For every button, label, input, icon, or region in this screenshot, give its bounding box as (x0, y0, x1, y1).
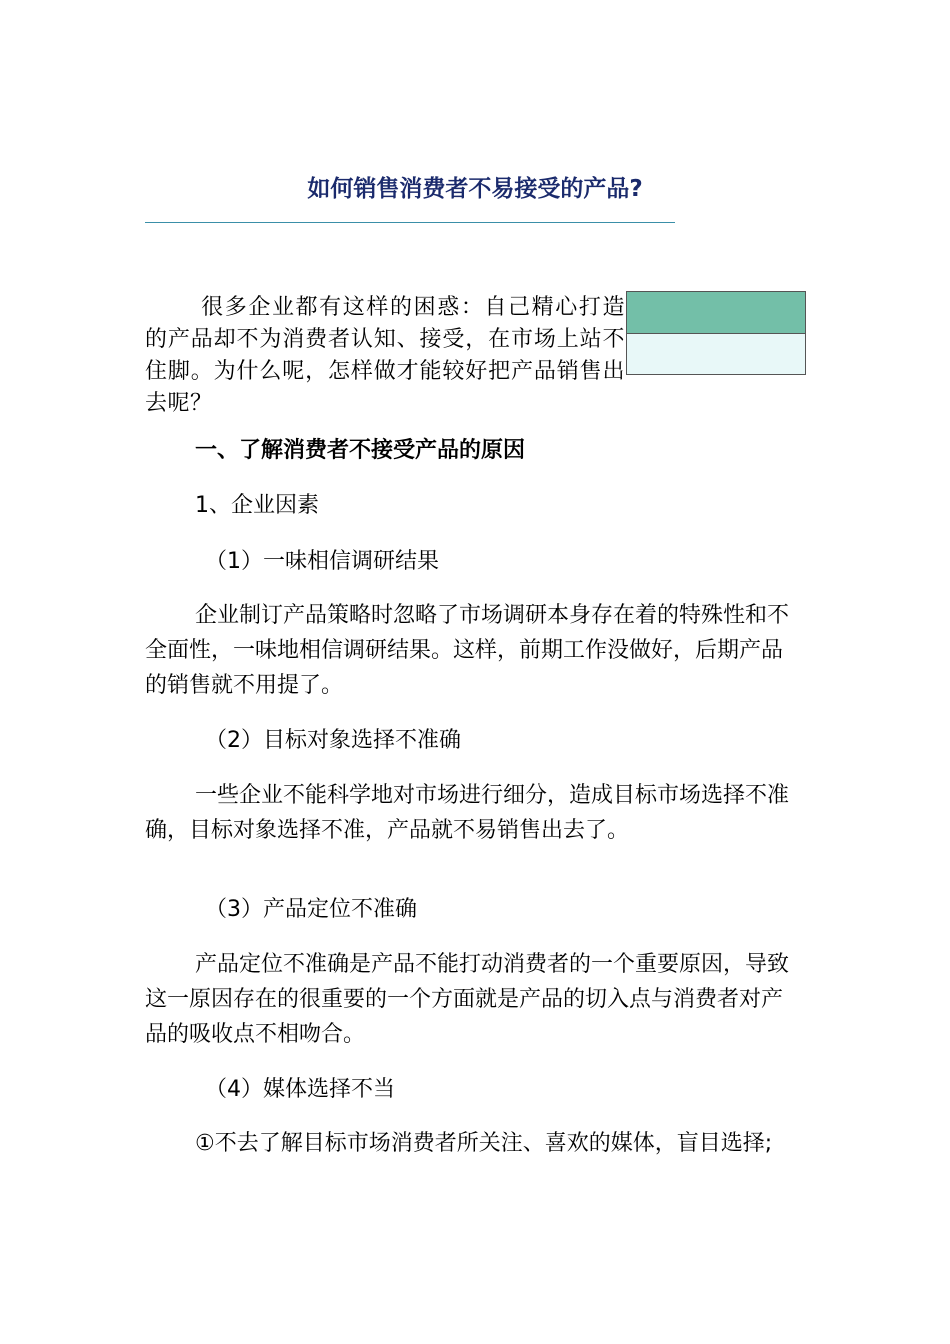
section-heading: 一、了解消费者不接受产品的原因 (195, 438, 526, 463)
item-heading-2: （2）目标对象选择不准确 (205, 728, 461, 753)
title-divider (145, 222, 675, 223)
decorative-box-top (627, 292, 805, 334)
item-heading-3: （3）产品定位不准确 (205, 897, 417, 922)
item-heading-4: （4）媒体选择不当 (205, 1077, 395, 1102)
item-paragraph-1: 企业制订产品策略时忽略了市场调研本身存在着的特殊性和不全面性，一味地相信调研结果。这样，前期工作没做好，后期产品的销售就不用提了。 (145, 603, 790, 698)
item-paragraph-2: 一些企业不能科学地对市场进行细分，造成目标市场选择不准确，目标对象选择不准，产品就不易销售出去了。 (145, 783, 790, 843)
item-heading-1: （1）一味相信调研结果 (205, 549, 439, 574)
item-paragraph-4: ①不去了解目标市场消费者所关注、喜欢的媒体，盲目选择; (195, 1131, 773, 1156)
item-paragraph-3: 产品定位不准确是产品不能打动消费者的一个重要原因，导致这一原因存在的很重要的一个方面就是产品的切入点与消费者对产品的吸收点不相吻合。 (145, 952, 790, 1047)
decorative-box-bottom (627, 334, 805, 374)
subsection-heading: 1、企业因素 (195, 493, 319, 518)
decorative-box (626, 291, 806, 375)
intro-paragraph (145, 292, 625, 420)
intro-text: 很多企业都有这样的困惑：自己精心打造的产品却不为消费者认知、接受，在市场上站不住脚。为什么呢，怎样做才能较好把产品销售出去呢？ (145, 295, 625, 416)
document-title: 如何销售消费者不易接受的产品? (307, 176, 643, 202)
